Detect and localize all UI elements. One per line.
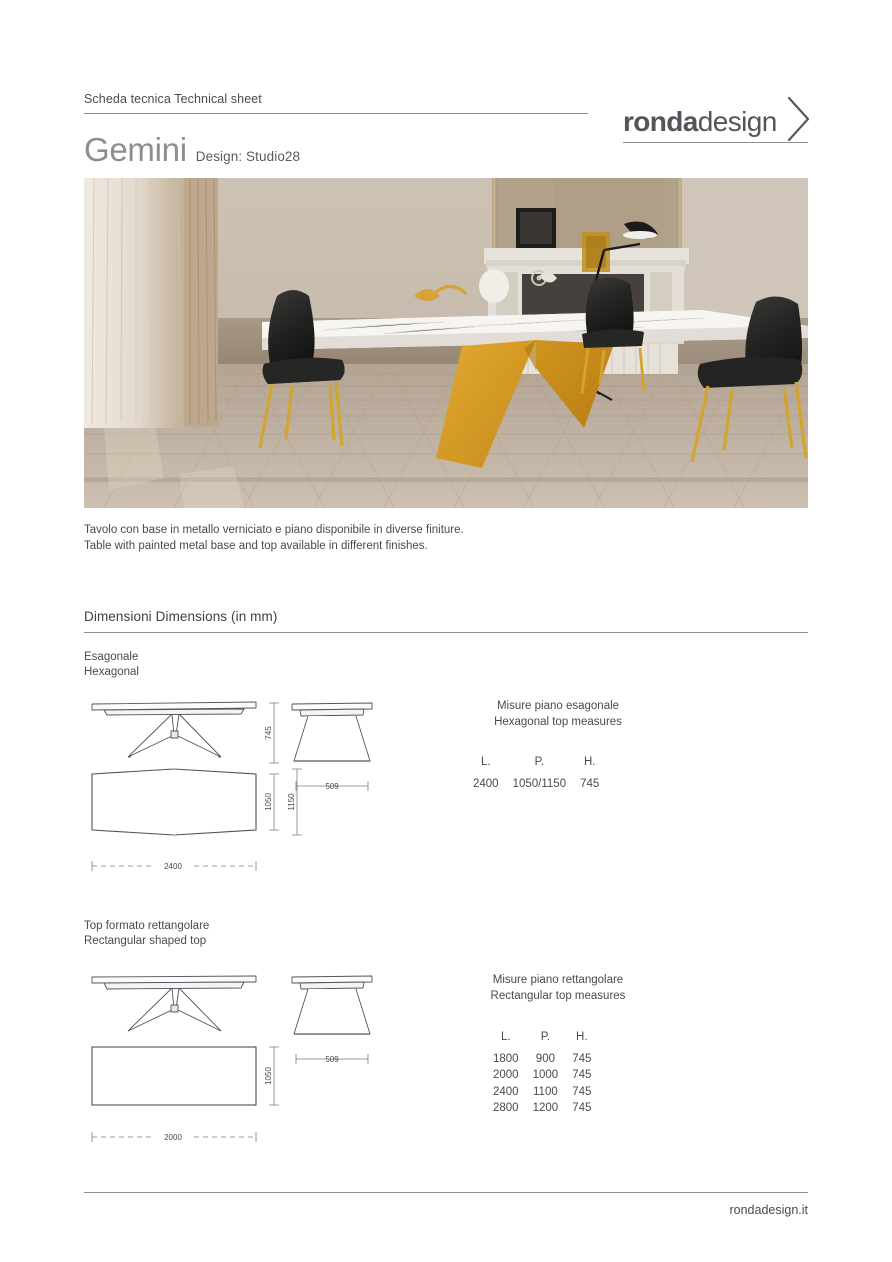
cell-L: 2000 (493, 1069, 519, 1081)
product-photo (84, 178, 808, 508)
table-row (466, 777, 606, 794)
hexagonal-label-en: Hexagonal (84, 666, 139, 678)
header-divider (84, 113, 588, 114)
page-title (84, 133, 300, 166)
dimensions-section-title: Dimensioni Dimensions (in mm) (84, 609, 278, 624)
hexagonal-measures-title-it: Misure piano esagonale (496, 700, 620, 712)
cell-H: 745 (572, 1102, 592, 1114)
col-P: P. (534, 756, 545, 768)
col-H: H. (576, 1031, 588, 1043)
rectangular-measures-heading (458, 973, 658, 1004)
dim-side-509-rect: 509 (325, 1055, 339, 1064)
rectangular-measures-title-it: Misure piano rettangolare (492, 974, 624, 986)
rectangular-label-it: Top formato rettangolare (84, 920, 210, 932)
cell-L: 1800 (493, 1052, 519, 1065)
dim-depth-1150: 1150 (287, 793, 296, 811)
footer-divider (84, 1192, 808, 1193)
logo-text-light: design (697, 105, 777, 137)
caption-line-en: Table with painted metal base and top available in different finishes. (84, 539, 428, 552)
cell-L: 2400 (493, 1085, 519, 1098)
dim-depth-1050: 1050 (264, 793, 273, 811)
rectangular-measures-title-en: Rectangular top measures (490, 989, 626, 1002)
cell-P: 1100 (533, 1085, 558, 1098)
footer-website[interactable]: rondadesign.it (729, 1203, 808, 1217)
hexagonal-measures-table (466, 755, 606, 793)
rectangular-measures-table (486, 1030, 598, 1118)
table-row (486, 1101, 598, 1118)
hexagonal-measures-heading (458, 699, 658, 730)
hexagonal-label-it: Esagonale (84, 651, 139, 663)
cell-P: 1000 (532, 1069, 559, 1081)
col-H: H. (583, 756, 596, 768)
cell-L: 2800 (493, 1102, 519, 1114)
designer-credit: Design: Studio28 (195, 149, 301, 164)
product-caption (84, 523, 464, 554)
col-P: P. (540, 1031, 551, 1043)
cell-P: 900 (535, 1052, 555, 1065)
logo-divider (623, 142, 808, 143)
dim-length-2400: 2400 (164, 862, 182, 871)
caption-line-it: Tavolo con base in metallo verniciato e piano disponibile in diverse finiture. (84, 524, 464, 536)
sheet-type-label: Scheda tecnica Technical sheet (84, 92, 262, 106)
rectangular-group-label (84, 919, 209, 949)
col-L: L. (481, 756, 491, 768)
cell-L: 2400 (473, 777, 499, 790)
rectangular-label-en: Rectangular shaped top (84, 935, 207, 947)
table-row (486, 1085, 598, 1102)
cell-H: 745 (572, 1085, 592, 1098)
chevron-right-icon (786, 96, 812, 147)
hexagonal-drawings (84, 690, 384, 885)
cell-H: 745 (572, 1069, 592, 1081)
hexagonal-measures-title-en: Hexagonal top measures (494, 715, 622, 728)
cell-P: 1200 (532, 1102, 559, 1114)
rectangular-drawings (84, 965, 384, 1150)
dim-side-509: 509 (325, 782, 339, 791)
cell-P: 1050/1150 (512, 777, 567, 790)
brand-logo[interactable] (623, 96, 812, 147)
hexagonal-group-label (84, 650, 139, 680)
col-L: L. (501, 1031, 511, 1043)
logo-text-bold: ronda (623, 105, 698, 137)
dimensions-divider (84, 632, 808, 633)
table-header-row (486, 1030, 598, 1052)
table-row (486, 1068, 598, 1085)
product-name: Gemini (84, 131, 187, 168)
cell-H: 745 (580, 777, 600, 790)
dim-height-745: 745 (264, 726, 273, 740)
table-row (486, 1052, 598, 1069)
cell-H: 745 (572, 1052, 592, 1065)
dim-depth-1050-rect: 1050 (264, 1067, 273, 1085)
product-photo-illustration (84, 178, 808, 508)
table-header-row (466, 755, 606, 777)
dim-length-2000: 2000 (164, 1133, 182, 1142)
